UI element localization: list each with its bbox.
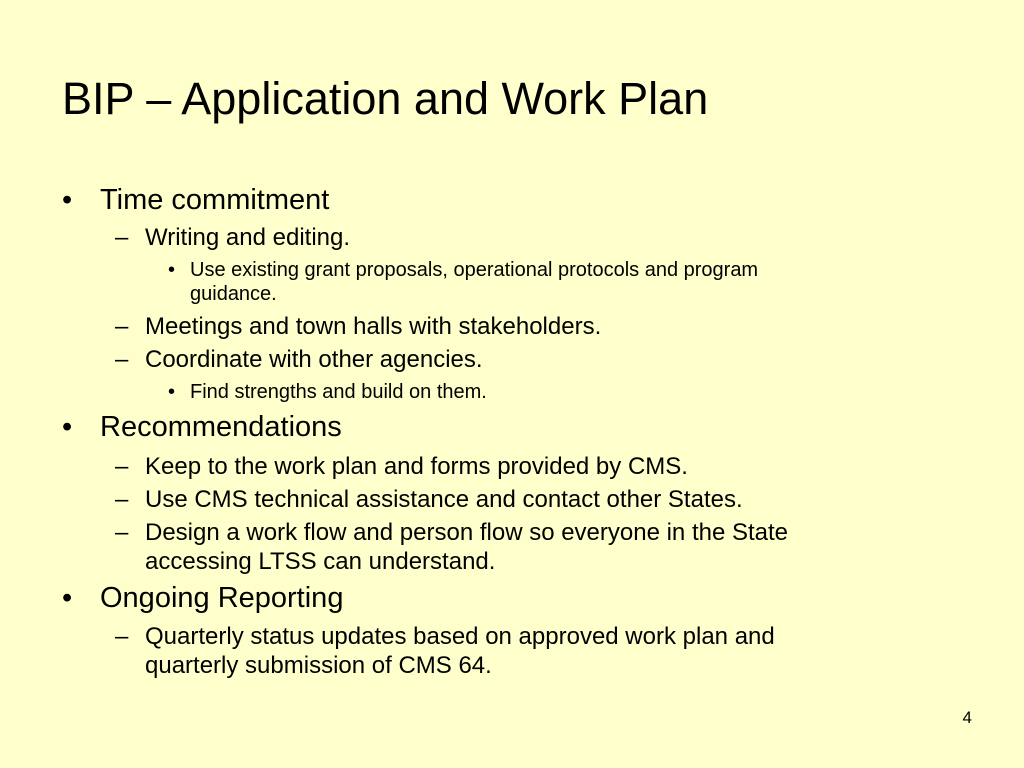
dash-marker: –: [115, 623, 129, 650]
bullet-text: Use CMS technical assistance and contact other States.: [145, 486, 743, 513]
bullet-marker: •: [168, 381, 176, 403]
bullet-text: Keep to the work plan and forms provided by CMS.: [145, 453, 688, 480]
bullet-marker: •: [62, 411, 73, 443]
bullet-marker: •: [62, 582, 73, 614]
bullet-text: Writing and editing.: [145, 224, 351, 251]
bullet-text-line: accessing LTSS can understand.: [145, 548, 496, 575]
bullet-text-line: guidance.: [190, 283, 277, 305]
bullet-marker: •: [62, 184, 73, 216]
bullet-text-line: quarterly submission of CMS 64.: [145, 652, 492, 679]
page-number: 4: [962, 708, 972, 727]
dash-marker: –: [115, 519, 129, 546]
bullet-text-line: Use existing grant proposals, operational protocols and program: [190, 259, 759, 281]
dash-marker: –: [115, 313, 129, 340]
dash-marker: –: [115, 486, 129, 513]
bullet-text: Recommendations: [100, 411, 342, 443]
bullet-text: Coordinate with other agencies.: [145, 346, 483, 373]
bullet-text-line: Design a work flow and person flow so everyone in the State: [145, 519, 789, 546]
bullet-text: Meetings and town halls with stakeholders.: [145, 313, 602, 340]
slide-title: BIP – Application and Work Plan: [62, 73, 709, 124]
dash-marker: –: [115, 346, 129, 373]
bullet-text: Time commitment: [100, 184, 330, 216]
bullet-marker: •: [168, 259, 176, 281]
dash-marker: –: [115, 453, 129, 480]
dash-marker: –: [115, 224, 129, 251]
bullet-text-line: Quarterly status updates based on approved work plan and: [145, 623, 775, 650]
bullet-text: Find strengths and build on them.: [190, 381, 487, 403]
bullet-text: Ongoing Reporting: [100, 582, 344, 614]
